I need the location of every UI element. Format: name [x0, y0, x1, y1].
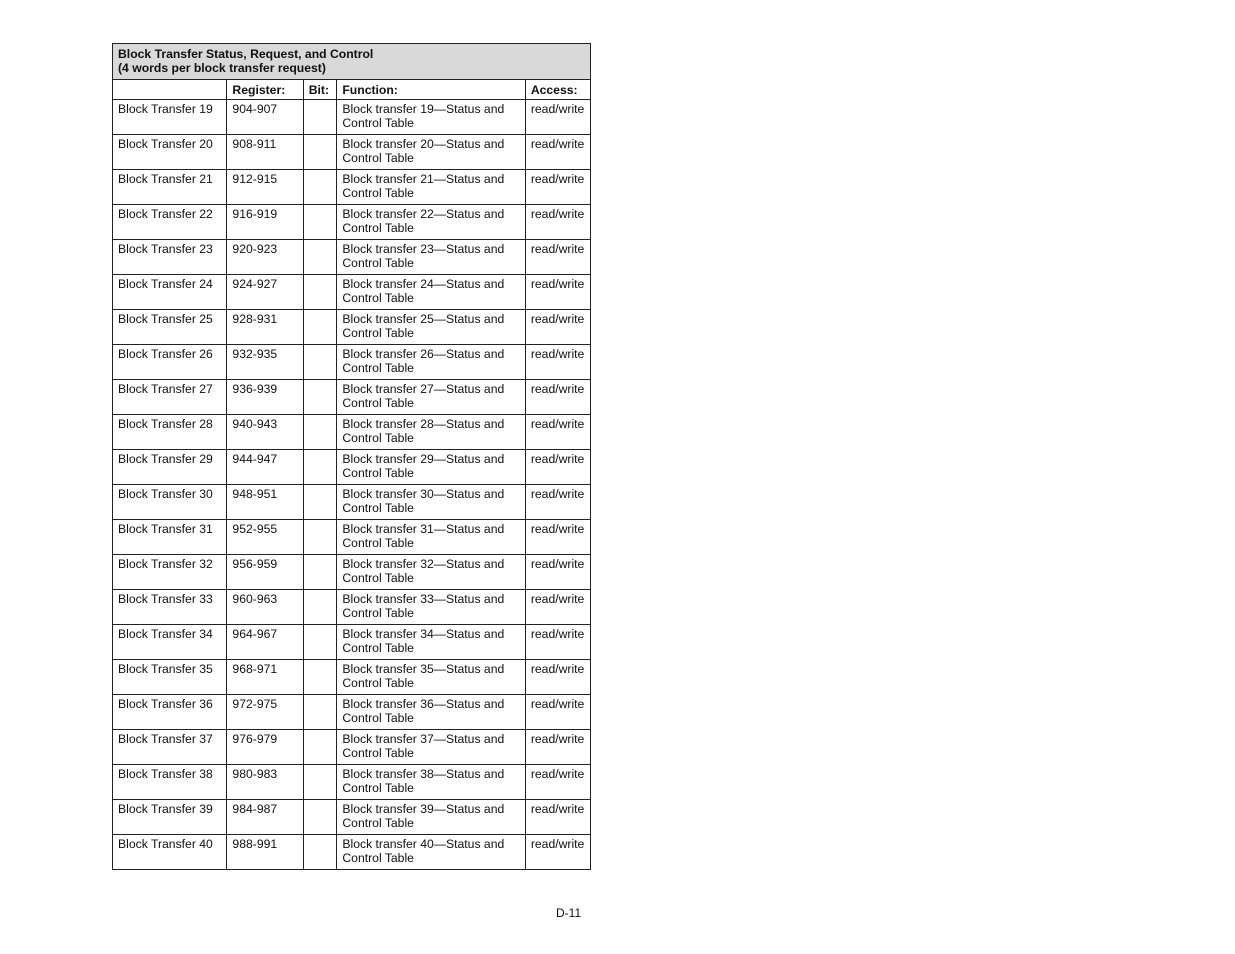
cell-access: read/write	[525, 450, 590, 485]
cell-bit	[303, 240, 337, 275]
table-row	[113, 380, 591, 415]
cell-register: 940-943	[227, 415, 303, 450]
table-row	[113, 555, 591, 590]
cell-bit	[303, 415, 337, 450]
table-title-line-2: (4 words per block transfer request)	[118, 61, 326, 75]
table-row	[113, 520, 591, 555]
cell-name: Block Transfer 34	[113, 625, 227, 660]
cell-name: Block Transfer 31	[113, 520, 227, 555]
cell-bit	[303, 520, 337, 555]
cell-access: read/write	[525, 380, 590, 415]
cell-name: Block Transfer 30	[113, 485, 227, 520]
cell-bit	[303, 730, 337, 765]
cell-name: Block Transfer 25	[113, 310, 227, 345]
cell-bit	[303, 835, 337, 870]
cell-function: Block transfer 22—Status and Control Table	[337, 205, 525, 240]
table-row	[113, 695, 591, 730]
table-row	[113, 835, 591, 870]
cell-name: Block Transfer 29	[113, 450, 227, 485]
table-row	[113, 450, 591, 485]
cell-register: 912-915	[227, 170, 303, 205]
cell-bit	[303, 555, 337, 590]
cell-name: Block Transfer 36	[113, 695, 227, 730]
cell-bit	[303, 485, 337, 520]
cell-register: 920-923	[227, 240, 303, 275]
cell-name: Block Transfer 27	[113, 380, 227, 415]
header-name	[113, 80, 227, 100]
cell-access: read/write	[525, 205, 590, 240]
cell-bit	[303, 625, 337, 660]
cell-name: Block Transfer 35	[113, 660, 227, 695]
cell-register: 960-963	[227, 590, 303, 625]
cell-register: 924-927	[227, 275, 303, 310]
cell-bit	[303, 695, 337, 730]
table-row	[113, 205, 591, 240]
cell-bit	[303, 205, 337, 240]
cell-access: read/write	[525, 590, 590, 625]
table-row	[113, 240, 591, 275]
cell-access: read/write	[525, 310, 590, 345]
cell-bit	[303, 135, 337, 170]
cell-name: Block Transfer 21	[113, 170, 227, 205]
cell-register: 976-979	[227, 730, 303, 765]
cell-register: 928-931	[227, 310, 303, 345]
cell-function: Block transfer 28—Status and Control Table	[337, 415, 525, 450]
cell-name: Block Transfer 39	[113, 800, 227, 835]
cell-register: 916-919	[227, 205, 303, 240]
cell-bit	[303, 345, 337, 380]
cell-name: Block Transfer 19	[113, 100, 227, 135]
cell-register: 964-967	[227, 625, 303, 660]
cell-access: read/write	[525, 240, 590, 275]
header-access: Access:	[525, 80, 590, 100]
cell-register: 932-935	[227, 345, 303, 380]
cell-bit	[303, 275, 337, 310]
cell-access: read/write	[525, 800, 590, 835]
cell-access: read/write	[525, 765, 590, 800]
table-row	[113, 730, 591, 765]
header-function: Function:	[337, 80, 525, 100]
cell-access: read/write	[525, 695, 590, 730]
cell-name: Block Transfer 24	[113, 275, 227, 310]
cell-function: Block transfer 19—Status and Control Table	[337, 100, 525, 135]
cell-function: Block transfer 39—Status and Control Table	[337, 800, 525, 835]
cell-function: Block transfer 26—Status and Control Table	[337, 345, 525, 380]
cell-access: read/write	[525, 345, 590, 380]
cell-function: Block transfer 24—Status and Control Table	[337, 275, 525, 310]
cell-bit	[303, 100, 337, 135]
cell-name: Block Transfer 26	[113, 345, 227, 380]
cell-name: Block Transfer 40	[113, 835, 227, 870]
header-bit: Bit:	[303, 80, 337, 100]
cell-register: 904-907	[227, 100, 303, 135]
cell-register: 988-991	[227, 835, 303, 870]
cell-access: read/write	[525, 660, 590, 695]
table-body	[113, 100, 591, 870]
table-title	[113, 44, 591, 80]
cell-function: Block transfer 27—Status and Control Table	[337, 380, 525, 415]
block-transfer-table	[112, 43, 591, 870]
cell-access: read/write	[525, 835, 590, 870]
cell-function: Block transfer 40—Status and Control Table	[337, 835, 525, 870]
cell-function: Block transfer 34—Status and Control Table	[337, 625, 525, 660]
cell-function: Block transfer 37—Status and Control Table	[337, 730, 525, 765]
cell-bit	[303, 310, 337, 345]
table-title-line-1: Block Transfer Status, Request, and Control	[118, 47, 374, 61]
cell-access: read/write	[525, 415, 590, 450]
table-row	[113, 135, 591, 170]
cell-function: Block transfer 30—Status and Control Table	[337, 485, 525, 520]
table-row	[113, 275, 591, 310]
table-row	[113, 765, 591, 800]
cell-access: read/write	[525, 730, 590, 765]
cell-register: 984-987	[227, 800, 303, 835]
cell-register: 980-983	[227, 765, 303, 800]
cell-name: Block Transfer 20	[113, 135, 227, 170]
cell-access: read/write	[525, 625, 590, 660]
cell-name: Block Transfer 33	[113, 590, 227, 625]
cell-name: Block Transfer 32	[113, 555, 227, 590]
cell-name: Block Transfer 22	[113, 205, 227, 240]
cell-function: Block transfer 33—Status and Control Table	[337, 590, 525, 625]
cell-access: read/write	[525, 520, 590, 555]
table-title-row	[113, 44, 591, 80]
header-register: Register:	[227, 80, 303, 100]
cell-function: Block transfer 35—Status and Control Table	[337, 660, 525, 695]
cell-access: read/write	[525, 485, 590, 520]
table-row	[113, 100, 591, 135]
cell-register: 944-947	[227, 450, 303, 485]
cell-bit	[303, 765, 337, 800]
cell-register: 948-951	[227, 485, 303, 520]
cell-name: Block Transfer 37	[113, 730, 227, 765]
table-row	[113, 625, 591, 660]
cell-register: 956-959	[227, 555, 303, 590]
table-row	[113, 345, 591, 380]
page-number: D-11	[556, 906, 582, 920]
table-row	[113, 590, 591, 625]
cell-register: 908-911	[227, 135, 303, 170]
cell-function: Block transfer 20—Status and Control Table	[337, 135, 525, 170]
cell-bit	[303, 590, 337, 625]
cell-access: read/write	[525, 555, 590, 590]
cell-bit	[303, 660, 337, 695]
cell-function: Block transfer 23—Status and Control Table	[337, 240, 525, 275]
table-row	[113, 800, 591, 835]
cell-function: Block transfer 32—Status and Control Table	[337, 555, 525, 590]
cell-function: Block transfer 25—Status and Control Table	[337, 310, 525, 345]
table-row	[113, 415, 591, 450]
cell-register: 972-975	[227, 695, 303, 730]
cell-function: Block transfer 29—Status and Control Table	[337, 450, 525, 485]
table-row	[113, 310, 591, 345]
cell-bit	[303, 450, 337, 485]
table-header-row	[113, 80, 591, 100]
cell-function: Block transfer 21—Status and Control Table	[337, 170, 525, 205]
cell-register: 952-955	[227, 520, 303, 555]
cell-bit	[303, 380, 337, 415]
cell-access: read/write	[525, 275, 590, 310]
cell-function: Block transfer 31—Status and Control Table	[337, 520, 525, 555]
cell-name: Block Transfer 23	[113, 240, 227, 275]
cell-bit	[303, 170, 337, 205]
cell-name: Block Transfer 38	[113, 765, 227, 800]
cell-function: Block transfer 38—Status and Control Table	[337, 765, 525, 800]
table-row	[113, 485, 591, 520]
cell-register: 936-939	[227, 380, 303, 415]
cell-bit	[303, 800, 337, 835]
cell-function: Block transfer 36—Status and Control Table	[337, 695, 525, 730]
cell-name: Block Transfer 28	[113, 415, 227, 450]
cell-access: read/write	[525, 170, 590, 205]
table-row	[113, 660, 591, 695]
cell-access: read/write	[525, 100, 590, 135]
cell-register: 968-971	[227, 660, 303, 695]
cell-access: read/write	[525, 135, 590, 170]
table-row	[113, 170, 591, 205]
